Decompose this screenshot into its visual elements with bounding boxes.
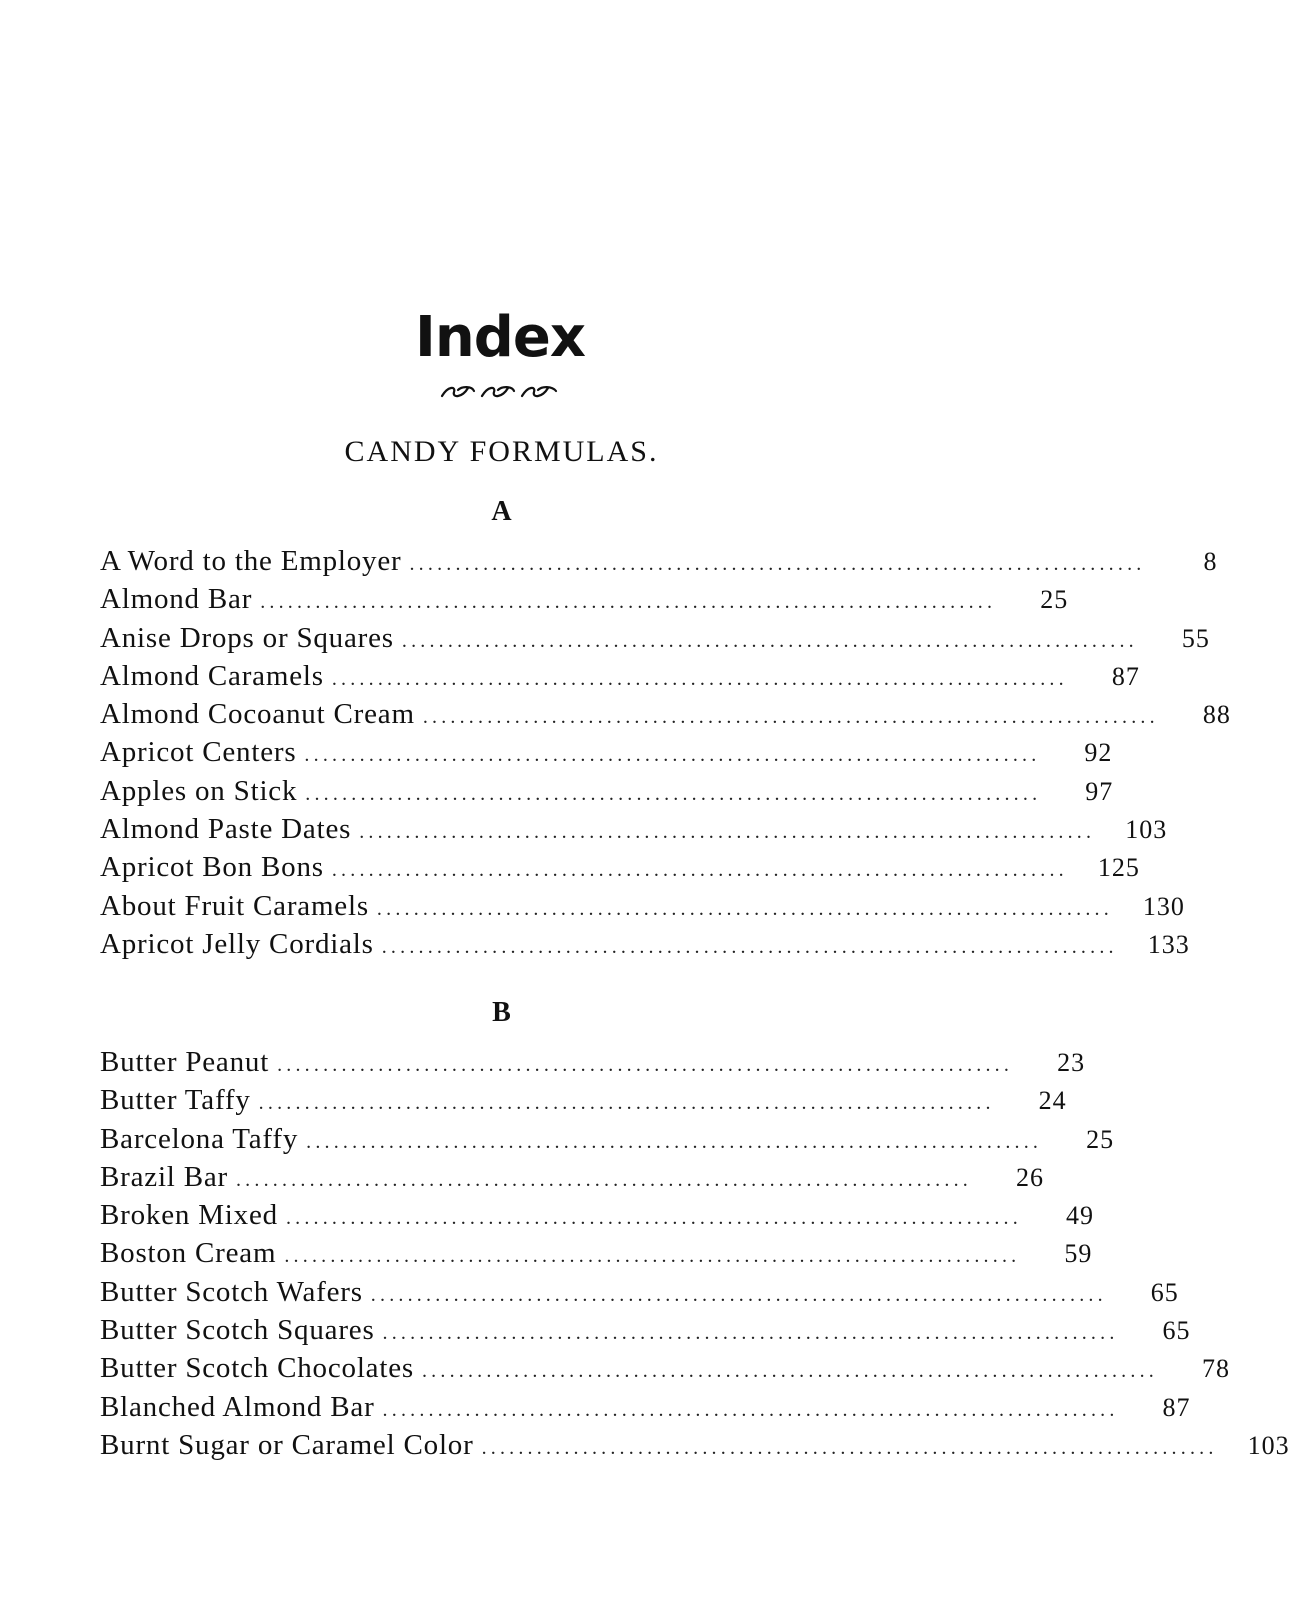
dot-leader: ................................................................................ — [258, 1092, 995, 1115]
entry-page-number: 59 — [1064, 1239, 1093, 1269]
entry-page-number: 103 — [1125, 815, 1168, 845]
index-entry — [100, 583, 1069, 621]
index-list-a — [100, 545, 1231, 966]
dot-leader: ................................................................................ — [409, 553, 1146, 575]
dot-leader: ................................................................................ — [421, 1360, 1158, 1383]
entry-page-number: 130 — [1142, 891, 1185, 921]
index-entry — [100, 1084, 1067, 1122]
dot-leader: ................................................................................ — [331, 667, 1068, 690]
entry-name: Butter Scotch Squares — [100, 1314, 375, 1347]
entry-name: Broken Mixed — [100, 1199, 278, 1232]
dot-leader: ................................................................................ — [481, 1436, 1218, 1459]
entry-name: A Word to the Employer — [100, 545, 402, 577]
entry-name: Burnt Sugar or Caramel Color — [100, 1428, 474, 1461]
index-entry — [100, 774, 1114, 813]
entry-page-number: 133 — [1147, 929, 1190, 959]
section-subtitle: CANDY FORMULAS. — [344, 435, 659, 468]
entry-name: Butter Scotch Wafers — [100, 1275, 363, 1308]
entry-name: Almond Caramels — [100, 659, 324, 692]
index-entry — [100, 1046, 1086, 1084]
entry-page-number: 97 — [1085, 776, 1114, 806]
entry-page-number: 23 — [1057, 1048, 1086, 1077]
index-entry — [100, 851, 1140, 889]
entry-name: Almond Cocoanut Cream — [100, 698, 415, 731]
dot-leader: ................................................................................ — [370, 1283, 1107, 1306]
entry-page-number: 55 — [1181, 623, 1210, 653]
entry-page-number: 49 — [1065, 1201, 1094, 1231]
index-entry — [100, 889, 1185, 928]
entry-page-number: 24 — [1038, 1086, 1067, 1116]
entry-name: Butter Peanut — [100, 1046, 270, 1078]
dot-leader: ................................................................................ — [235, 1168, 972, 1191]
index-entry — [100, 545, 1218, 583]
index-entry — [100, 1122, 1115, 1161]
dot-leader: ................................................................................ — [306, 1130, 1043, 1153]
index-entry — [100, 813, 1168, 851]
dot-leader: ................................................................................ — [304, 744, 1041, 767]
section-letter-b: B — [492, 997, 511, 1028]
entry-page-number: 65 — [1162, 1316, 1191, 1346]
entry-page-number: 26 — [1015, 1162, 1044, 1192]
dot-leader: ................................................................................ — [376, 897, 1113, 920]
dot-leader: ................................................................................ — [422, 706, 1159, 729]
index-entry — [100, 1352, 1230, 1390]
entry-name: Apricot Bon Bons — [100, 851, 324, 884]
entry-name: Butter Taffy — [100, 1084, 251, 1117]
entry-page-number: 8 — [1203, 547, 1218, 576]
entry-page-number: 125 — [1097, 853, 1140, 883]
index-list-b — [100, 1046, 1290, 1467]
entry-name: Apricot Centers — [100, 736, 297, 769]
entry-name: Boston Cream — [100, 1237, 277, 1270]
entry-name: Blanched Almond Bar — [100, 1390, 375, 1423]
entry-page-number: 25 — [1086, 1124, 1115, 1154]
index-entry — [100, 698, 1231, 736]
entry-name: Almond Paste Dates — [100, 813, 352, 846]
entry-name: Apples on Stick — [100, 774, 298, 807]
dot-leader: ................................................................................ — [381, 935, 1118, 958]
dot-leader: ................................................................................ — [359, 821, 1096, 844]
index-entry — [100, 1160, 1044, 1199]
index-entry — [100, 927, 1190, 966]
entry-page-number: 87 — [1111, 661, 1140, 691]
dot-leader: ................................................................................ — [285, 1207, 1022, 1230]
entry-name: About Fruit Caramels — [100, 889, 369, 922]
dot-leader: ................................................................................ — [331, 859, 1068, 882]
index-entry — [100, 621, 1210, 660]
index-entry — [100, 1390, 1191, 1429]
dot-leader: ................................................................................ — [277, 1054, 1014, 1076]
dot-leader: ................................................................................ — [382, 1322, 1119, 1345]
index-entry — [100, 736, 1113, 774]
entry-name: Anise Drops or Squares — [100, 621, 394, 654]
entry-page-number: 65 — [1150, 1277, 1179, 1307]
entry-name: Butter Scotch Chocolates — [100, 1352, 414, 1385]
index-entry — [100, 1275, 1179, 1314]
entry-page-number: 87 — [1162, 1392, 1191, 1422]
dot-leader: ................................................................................ — [284, 1245, 1021, 1268]
index-entry — [100, 659, 1140, 698]
entry-name: Apricot Jelly Cordials — [100, 927, 374, 960]
entry-page-number: 92 — [1084, 738, 1113, 768]
page-title: Index — [415, 305, 585, 370]
dot-leader: ................................................................................ — [260, 591, 997, 614]
entry-name: Barcelona Taffy — [100, 1122, 299, 1155]
ornament-divider-icon — [438, 382, 562, 402]
index-entry — [100, 1199, 1094, 1237]
index-entry — [100, 1428, 1290, 1467]
dot-leader: ................................................................................ — [401, 629, 1138, 652]
index-entry — [100, 1314, 1191, 1352]
entry-page-number: 78 — [1201, 1354, 1230, 1384]
index-entry — [100, 1237, 1093, 1275]
dot-leader: ................................................................................ — [305, 782, 1042, 805]
entry-page-number: 88 — [1202, 700, 1231, 730]
dot-leader: ................................................................................ — [382, 1398, 1119, 1421]
section-letter-a: A — [491, 496, 512, 527]
entry-page-number: 103 — [1247, 1430, 1290, 1460]
entry-name: Almond Bar — [100, 583, 253, 616]
entry-name: Brazil Bar — [100, 1160, 228, 1193]
entry-page-number: 25 — [1040, 585, 1069, 615]
